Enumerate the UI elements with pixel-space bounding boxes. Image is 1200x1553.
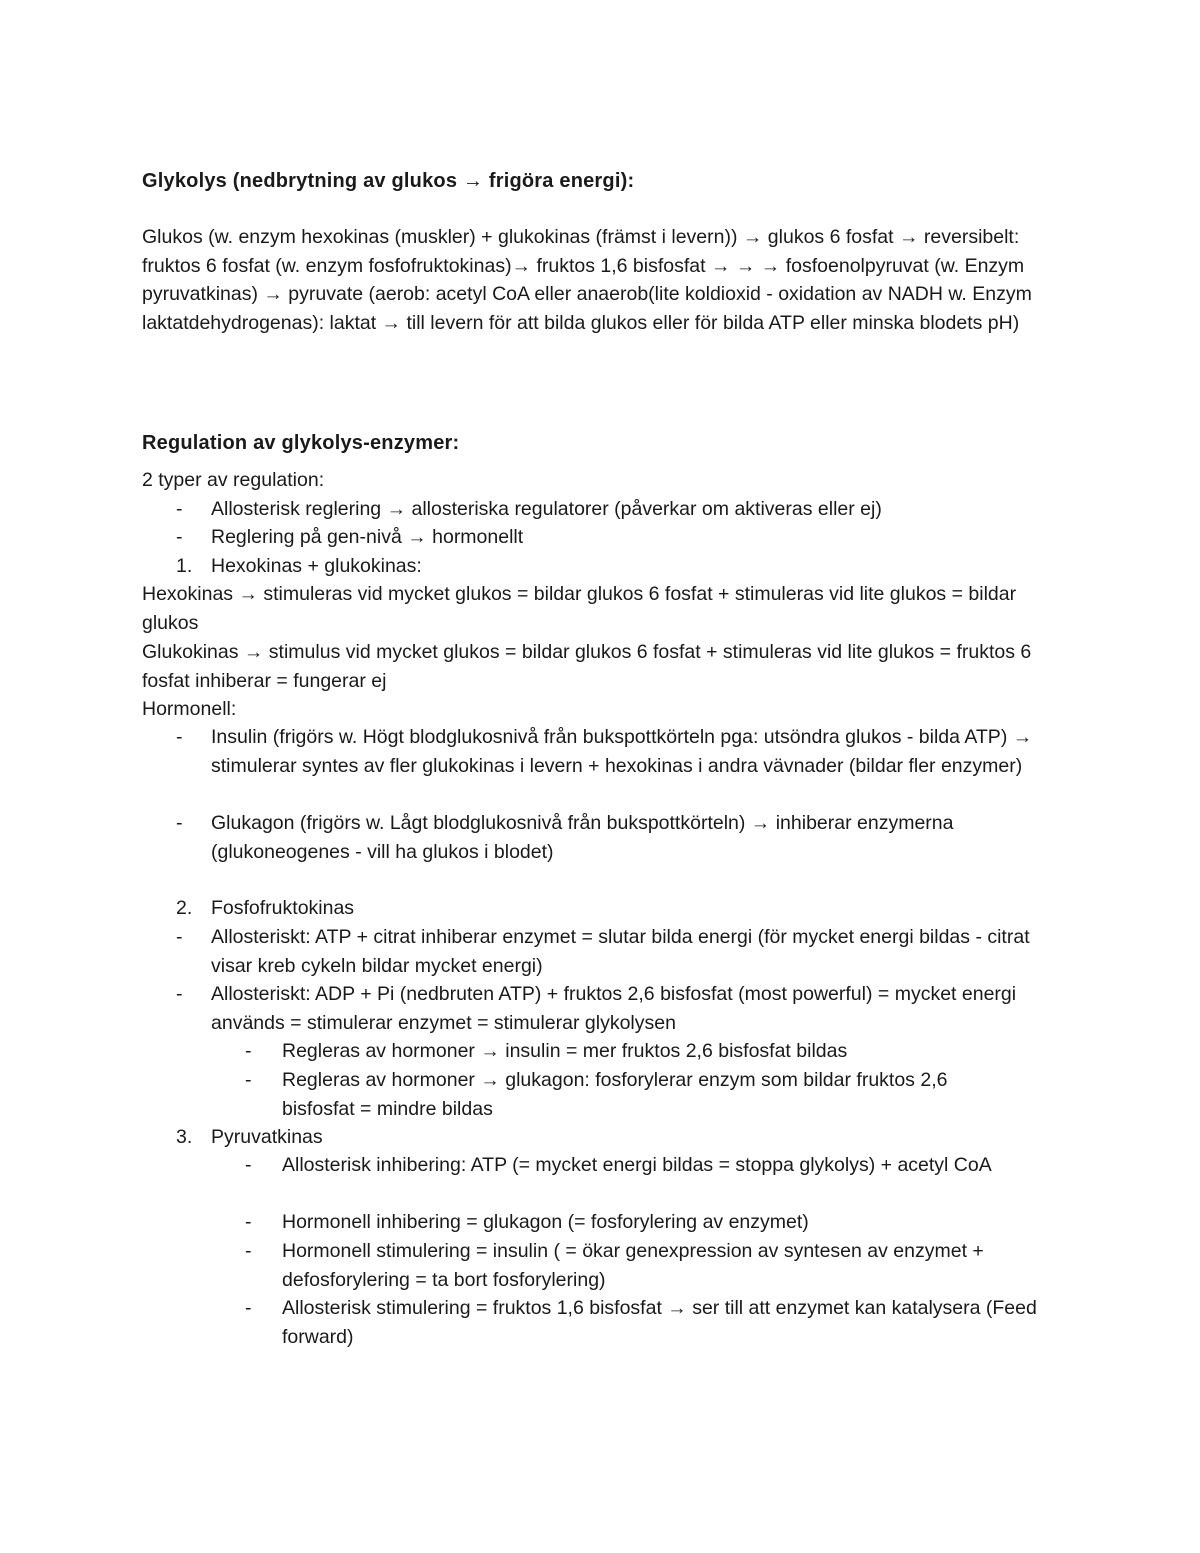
sub-bullet-dash: - <box>245 1297 252 1319</box>
heading-glykolys: Glykolys (nedbrytning av glukos → frigöra energi): <box>142 170 635 192</box>
bullet-allosteriskt-atp: Allosteriskt: ATP + citrat inhiberar enzymet = slutar bilda energi (för mycket energi bildas - citrat visar kreb cykeln bildar mycket energi) <box>211 926 1030 977</box>
sub-bullet-dash: - <box>245 1211 252 1233</box>
bullet-dash: - <box>176 926 183 948</box>
item3-title: Pyruvatkinas <box>211 1126 323 1148</box>
sub-bullet-allosterisk-inhibering: Allosterisk inhibering: ATP (= mycket energi bildas = stoppa glykolys) + acetyl CoA <box>282 1154 992 1176</box>
glukokinas-text: Glukokinas → stimulus vid mycket glukos = bildar glukos 6 fosfat + stimuleras vid lite glukos = fruktos 6 fosfat inhiberar = fungerar ej <box>142 641 1032 692</box>
glykolys-paragraph: Glukos (w. enzym hexokinas (muskler) + glukokinas (främst i levern)) → glukos 6 fosfat → reversibelt: fruktos 6 fosfat (w. enzym fosfofruktokinas)→ fruktos 1,6 bisfosfat → → → fosfoenolpyruvat (w. Enzym pyruvatkinas) → pyruvate (aerob: acetyl CoA eller anaerob(lite koldioxid - oxidation av NADH w. Enzym laktatdehydrogenas): laktat → till levern för att bilda glukos eller för bilda ATP eller minska blodets pH) <box>142 226 1032 334</box>
bullet-dash: - <box>176 498 183 520</box>
bullet-glukagon: Glukagon (frigörs w. Lågt blodglukosnivå från bukspottkörteln) → inhiberar enzymerna (glukoneogenes - vill ha glukos i blodet) <box>211 812 954 863</box>
item1-title: Hexokinas + glukokinas: <box>211 555 422 577</box>
bullet-dash: - <box>176 726 183 748</box>
sub-bullet-insulin: Regleras av hormoner → insulin = mer fruktos 2,6 bisfosfat bildas <box>282 1040 848 1062</box>
sub-bullet-dash: - <box>245 1154 252 1176</box>
bullet-allosterisk: Allosterisk reglering → allosteriska regulatorer (påverkar om aktiveras eller ej) <box>211 498 882 520</box>
sub-bullet-dash: - <box>245 1040 252 1062</box>
hexokinas-text: Hexokinas → stimuleras vid mycket glukos = bildar glukos 6 fosfat + stimuleras vid lite glukos = bildar glukos <box>142 583 1017 634</box>
bullet-gen-niva: Reglering på gen-nivå → hormonellt <box>211 526 524 548</box>
bullet-insulin: Insulin (frigörs w. Högt blodglukosnivå från bukspottkörteln pga: utsöndra glukos - bilda ATP) → stimulerar syntes av fler glukokinas i levern + hexokinas i andra vävnader (bildar fler enzymer) <box>211 726 1033 777</box>
bullet-dash: - <box>176 526 183 548</box>
list-number-3: 3. <box>176 1126 193 1148</box>
sub-bullet-hormonell-inhibering: Hormonell inhibering = glukagon (= fosforylering av enzymet) <box>282 1211 809 1233</box>
regulation-intro: 2 typer av regulation: <box>142 469 325 491</box>
bullet-allosteriskt-adp: Allosteriskt: ADP + Pi (nedbruten ATP) + fruktos 2,6 bisfosfat (most powerful) = mycket energi används = stimulerar enzymet = stimulerar glykolysen <box>211 983 1017 1034</box>
sub-bullet-dash: - <box>245 1240 252 1262</box>
sub-bullet-dash: - <box>245 1069 252 1091</box>
bullet-dash: - <box>176 812 183 834</box>
bullet-dash: - <box>176 983 183 1005</box>
item2-title: Fosfofruktokinas <box>211 897 355 919</box>
sub-bullet-hormonell-stimulering: Hormonell stimulering = insulin ( = ökar genexpression av syntesen av enzymet + defosforylering = ta bort fosforylering) <box>282 1240 984 1291</box>
list-number-2: 2. <box>176 897 193 919</box>
sub-bullet-allosterisk-stimulering: Allosterisk stimulering = fruktos 1,6 bisfosfat → ser till att enzymet kan katalysera (Feed forward) <box>282 1297 1037 1348</box>
sub-bullet-glukagon: Regleras av hormoner → glukagon: fosforylerar enzym som bildar fruktos 2,6 bisfosfat = mindre bildas <box>282 1069 948 1120</box>
list-number-1: 1. <box>176 555 193 577</box>
hormonell-label: Hormonell: <box>142 698 237 720</box>
heading-regulation: Regulation av glykolys-enzymer: <box>142 432 460 454</box>
